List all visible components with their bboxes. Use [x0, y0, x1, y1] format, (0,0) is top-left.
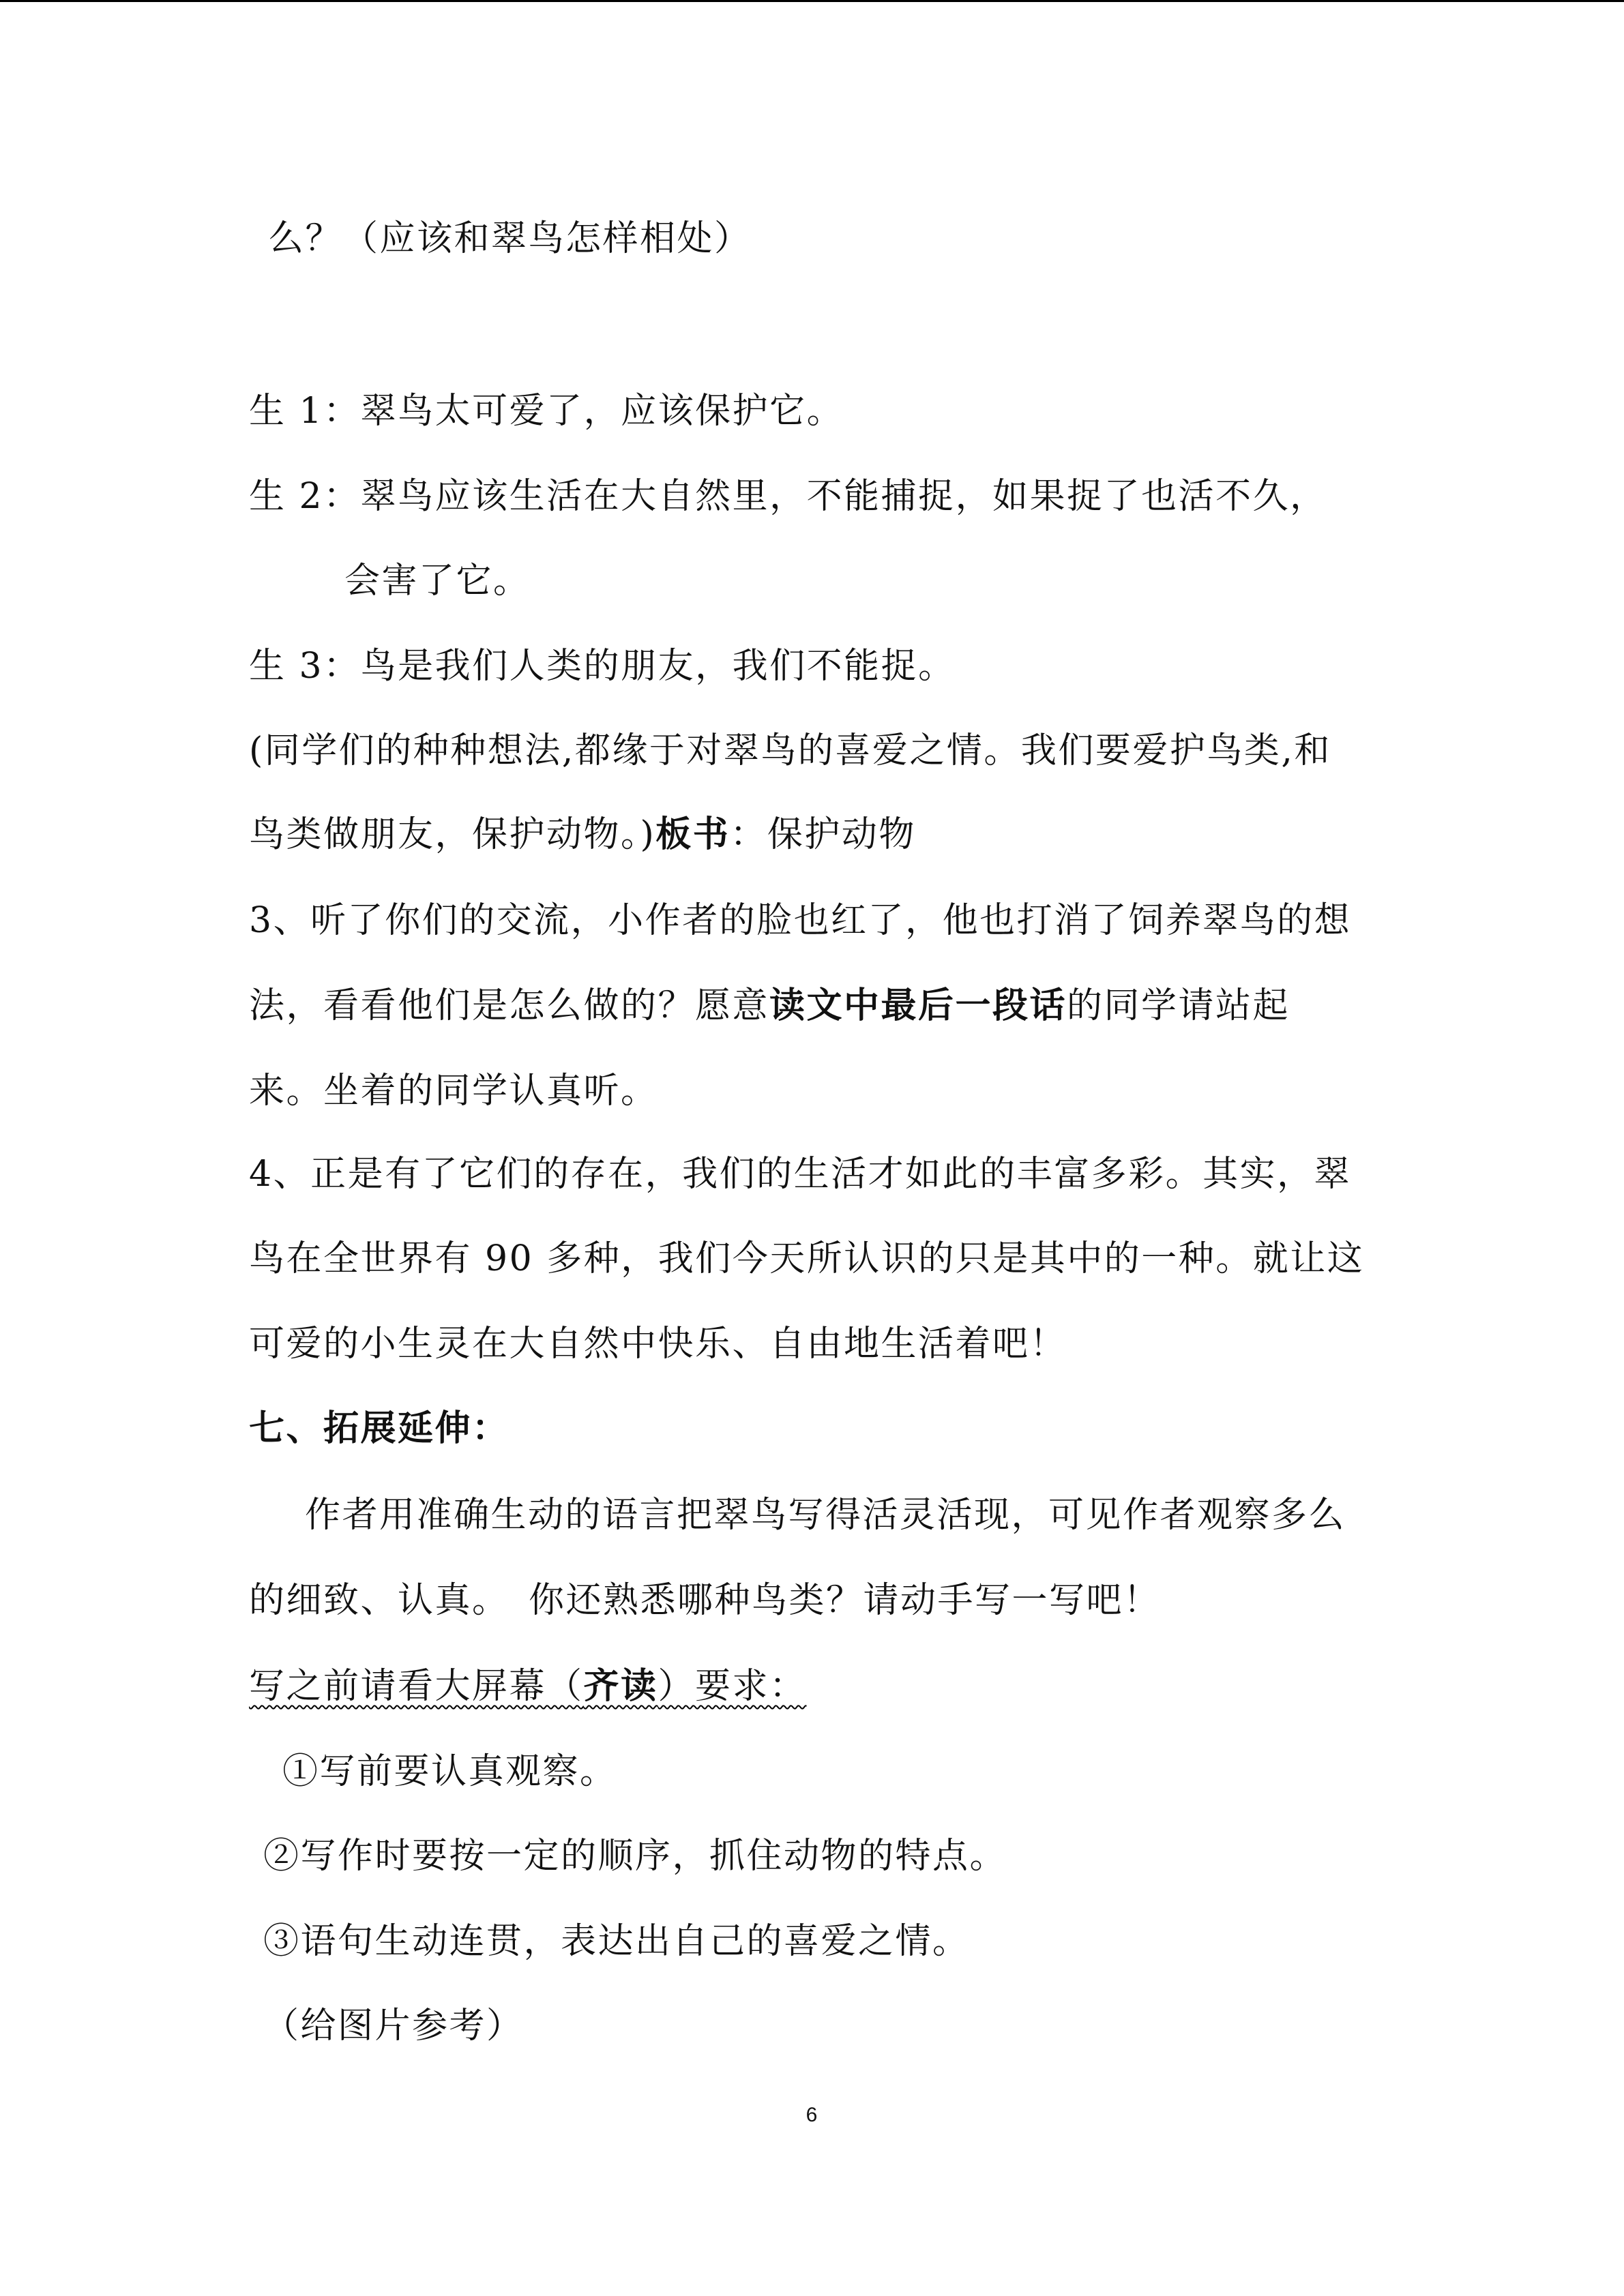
top-border-rule: [0, 0, 1624, 2]
picture-reference-note: （给图片参考）: [263, 2006, 524, 2046]
extension-paragraph-line: 的细致、认真。 你还熟悉哪种鸟类？请动手写一写吧！: [249, 1580, 1161, 1621]
step-3-line: 3、听了你们的交流，小作者的脸也红了，他也打消了饲养翠鸟的想: [249, 900, 1352, 941]
step-4-line: 4、正是有了它们的存在，我们的生活才如此的丰富多彩。其实，翠: [249, 1154, 1352, 1195]
bold-run-read-aloud: 齐读: [583, 1665, 658, 1707]
teacher-note-line: (同学们的种种想法,都缘于对翠鸟的喜爱之情。我们要爱护鸟类,和: [249, 730, 1331, 771]
student-answer-1: 生 1：翠鸟太可爱了，应该保护它。: [249, 391, 844, 432]
extension-paragraph-line: 作者用准确生动的语言把翠鸟写得活灵活现，可见作者观察多么: [305, 1495, 1346, 1536]
text-run: ）要求：: [658, 1666, 807, 1707]
requirements-intro: [249, 1663, 807, 1710]
step-4-line: 鸟在全世界有 90 多种，我们今天所认识的只是其中的一种。就让这: [249, 1238, 1365, 1279]
bold-run-reading: 读文中最后一段话: [769, 985, 1067, 1026]
requirement-item-2: ②写作时要按一定的顺序，抓住动物的特点。: [263, 1836, 1007, 1877]
text-run: 的同学请站起: [1067, 985, 1290, 1026]
step-3-line-end: 来。坐着的同学认真听。: [249, 1071, 658, 1112]
requirement-item-1: ①写前要认真观察。: [282, 1751, 617, 1792]
text-run: 鸟类做朋友，保护动物。): [249, 814, 656, 855]
student-answer-3: 生 3：鸟是我们人类的朋友，我们不能捉。: [249, 646, 956, 687]
text-run: ：保护动物: [730, 814, 916, 855]
text-run: 法，看看他们是怎么做的？愿意: [249, 985, 770, 1026]
section-heading: 七、拓展延伸：: [249, 1407, 510, 1449]
text-line: 么？（应该和翠鸟怎样相处）: [268, 218, 752, 259]
student-answer-2: 生 2：翠鸟应该生活在大自然里，不能捕捉，如果捉了也活不久，: [249, 476, 1327, 517]
page-number: 6: [806, 2104, 818, 2126]
text-run: 写之前请看大屏幕（: [249, 1666, 584, 1707]
bold-run-blackboard: 板书: [655, 814, 730, 855]
student-answer-2-continued: 会害了它。: [344, 561, 531, 601]
step-4-line-end: 可爱的小生灵在大自然中快乐、自由地生活着吧！: [249, 1324, 1067, 1365]
requirement-item-3: ③语句生动连贯，表达出自己的喜爱之情。: [263, 1921, 970, 1962]
step-3-line-reading: [249, 982, 1290, 1030]
teacher-note-line-blackboard: [249, 811, 916, 859]
